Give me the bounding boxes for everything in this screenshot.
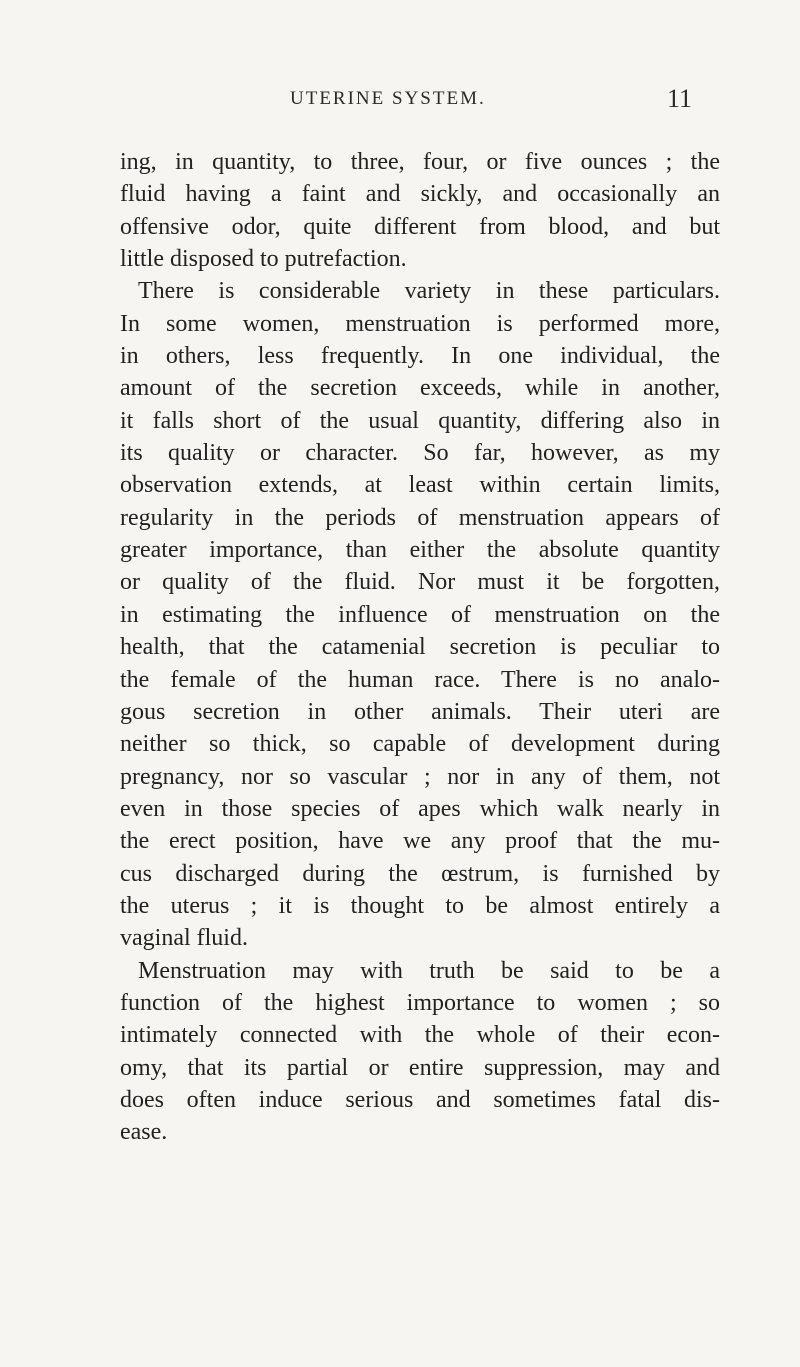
text-line: ing, in quantity, to three, four, or five ounces ; the xyxy=(120,149,720,175)
text-line: the erect position, have we any proof that the mu- xyxy=(120,828,720,855)
text-line: fluid having a faint and sickly, and occasionally an xyxy=(120,181,720,208)
running-title: UTERINE SYSTEM. xyxy=(290,88,486,109)
text-line: the uterus ; it is thought to be almost entirely a xyxy=(120,892,720,919)
body-text xyxy=(120,146,720,1149)
text-line: does often induce serious and sometimes fatal dis- xyxy=(120,1086,720,1113)
text-line: in estimating the influence of menstruation on the xyxy=(120,601,720,628)
text-line: ease. xyxy=(120,1119,168,1146)
text-line: intimately connected with the whole of their econ- xyxy=(120,1022,720,1049)
text-line: omy, that its partial or entire suppression, may and xyxy=(120,1054,720,1081)
text-line: pregnancy, nor so vascular ; nor in any of them, not xyxy=(120,763,720,790)
text-line: little disposed to putrefaction. xyxy=(120,246,407,273)
text-line: observation extends, at least within certain limits, xyxy=(120,472,720,499)
text-line: Menstruation may with truth be said to be a xyxy=(138,957,720,984)
text-line: in others, less frequently. In one individual, the xyxy=(120,343,720,370)
text-line: it falls short of the usual quantity, differing also in xyxy=(120,407,720,434)
text-line: its quality or character. So far, however, as my xyxy=(120,440,720,467)
text-line: There is considerable variety in these particulars. xyxy=(138,278,720,305)
text-line: vaginal fluid. xyxy=(120,925,248,952)
text-line: regularity in the periods of menstruation appears of xyxy=(120,504,720,531)
text-line: function of the highest importance to women ; so xyxy=(120,989,720,1016)
text-line: health, that the catamenial secretion is peculiar to xyxy=(120,634,720,661)
page-number: 11 xyxy=(667,84,693,113)
text-line: gous secretion in other animals. Their uteri are xyxy=(120,698,720,725)
text-line: the female of the human race. There is no analo- xyxy=(120,666,720,693)
text-line: amount of the secretion exceeds, while in another, xyxy=(120,375,720,402)
text-line: neither so thick, so capable of development during xyxy=(120,731,720,758)
text-line: greater importance, than either the absolute quantity xyxy=(120,537,720,564)
text-line: even in those species of apes which walk nearly in xyxy=(120,795,720,822)
text-line: cus discharged during the œstrum, is furnished by xyxy=(120,860,720,887)
text-line: or quality of the fluid. Nor must it be forgotten, xyxy=(120,569,720,596)
page-header xyxy=(0,84,800,118)
text-line: In some women, menstruation is performed more, xyxy=(120,310,720,337)
text-line: offensive odor, quite different from blood, and but xyxy=(120,213,720,240)
